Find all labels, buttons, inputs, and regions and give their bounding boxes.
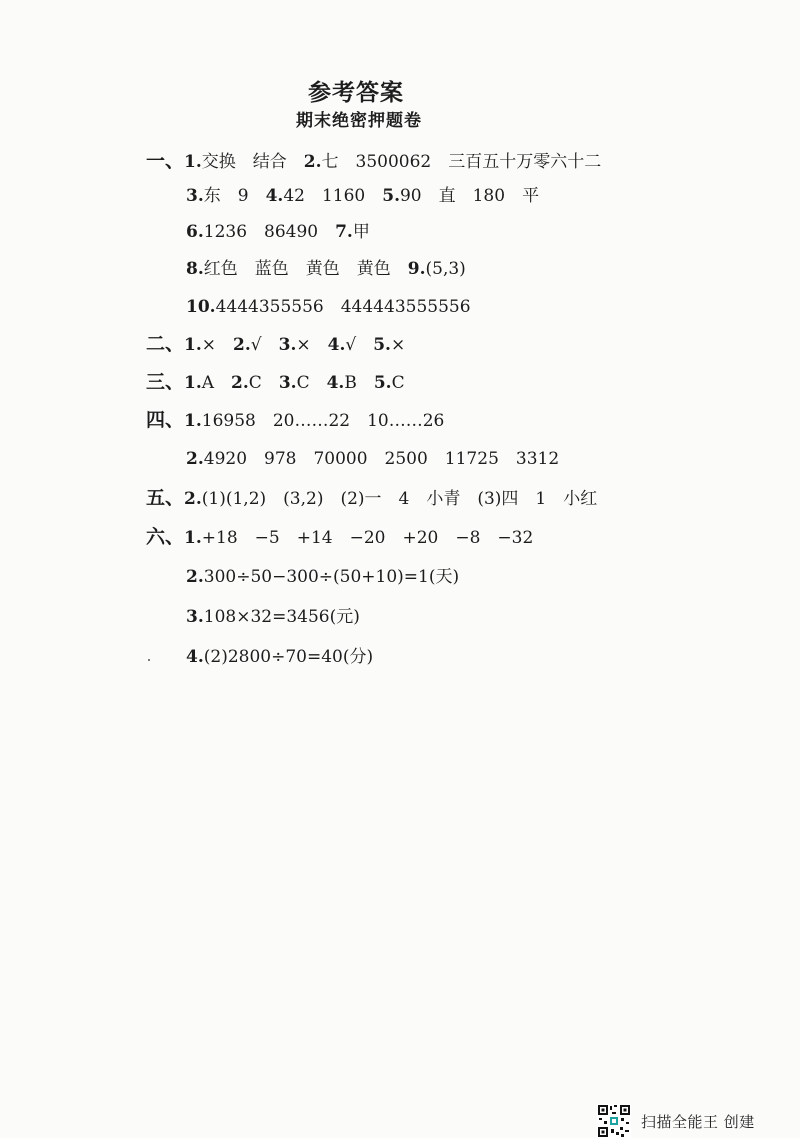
answer-line — [146, 523, 533, 551]
question-number: 3. — [278, 335, 297, 355]
question-number: 4. — [326, 373, 345, 393]
section-label: 一、 — [146, 150, 185, 172]
answer-text: 90 直 180 平 — [399, 186, 540, 206]
answer-line — [186, 182, 539, 210]
answer-text: 4444355556 444443555556 — [215, 297, 471, 317]
section-label: 二、 — [146, 333, 185, 355]
answer-text: C — [296, 373, 327, 393]
answer-text: 东 9 — [203, 186, 266, 206]
question-number: 5. — [382, 186, 400, 206]
answer-line — [186, 293, 471, 321]
question-number: 3. — [186, 186, 204, 206]
answer-text: √ — [250, 335, 279, 355]
page-title: 参考答案 — [308, 79, 404, 106]
answer-text: 4920 978 70000 2500 11725 3312 — [203, 449, 560, 469]
answer-text: 1236 86490 — [203, 222, 336, 242]
answer-text: B — [344, 373, 374, 393]
question-number: 1. — [184, 373, 202, 393]
answer-text: 42 1160 — [283, 186, 383, 206]
question-number: 4. — [186, 647, 204, 667]
answer-text: × — [390, 335, 406, 355]
answer-text: 108×32=3456(元) — [203, 607, 360, 627]
answer-text: 甲 — [352, 222, 370, 242]
question-number: 2. — [186, 567, 204, 587]
question-number: 3. — [186, 607, 204, 627]
answer-text: +18 −5 +14 −20 +20 −8 −32 — [201, 528, 534, 548]
answer-text: 交换 结合 — [201, 152, 304, 172]
section-label: 三、 — [146, 371, 185, 393]
answer-text: 300÷50−300÷(50+10)=1(天) — [203, 567, 460, 587]
answer-text: × — [296, 335, 328, 355]
answer-text: (5,3) — [425, 259, 466, 279]
answer-line — [146, 147, 601, 175]
answer-line — [146, 484, 597, 512]
question-number: 1. — [184, 528, 202, 548]
answer-text: × — [201, 335, 234, 355]
answer-line — [186, 643, 373, 671]
answer-line — [146, 368, 405, 396]
answer-text: 七 3500062 三百五十万零六十二 — [321, 152, 602, 172]
section-label: 四、 — [146, 409, 185, 431]
section-label: 五、 — [146, 487, 185, 509]
answer-line — [146, 406, 444, 434]
question-number: 2. — [231, 373, 249, 393]
question-number: 6. — [186, 222, 204, 242]
question-number: 4. — [265, 186, 284, 206]
answer-line — [186, 218, 370, 246]
question-number: 9. — [407, 259, 426, 279]
question-number: 2. — [186, 449, 204, 469]
answer-text: (1)(1,2) (3,2) (2)一 4 小青 (3)四 1 小红 — [201, 489, 598, 509]
question-number: 2. — [303, 152, 322, 172]
watermark-text: 扫描全能王 创建 — [641, 1112, 755, 1131]
question-number: 5. — [373, 373, 392, 393]
question-number: 7. — [335, 222, 353, 242]
question-number: 1. — [184, 411, 202, 431]
question-number: 2. — [233, 335, 251, 355]
question-number: 1. — [184, 335, 202, 355]
answer-text: 红色 蓝色 黄色 黄色 — [203, 259, 408, 279]
answer-line — [186, 603, 360, 631]
question-number: 2. — [184, 489, 202, 509]
section-label: 六、 — [146, 526, 185, 548]
answer-text: C — [391, 373, 405, 393]
question-number: 5. — [373, 335, 391, 355]
answer-text: √ — [345, 335, 374, 355]
qr-code-icon — [597, 1104, 631, 1138]
answer-text: (2)2800÷70=40(分) — [203, 647, 374, 667]
answer-line — [186, 563, 459, 591]
page-subtitle: 期末绝密押题卷 — [296, 111, 422, 131]
answer-line — [146, 330, 405, 358]
question-number: 1. — [184, 152, 202, 172]
question-number: 3. — [278, 373, 297, 393]
answer-line — [186, 445, 559, 473]
answer-text: 16958 20……22 10……26 — [201, 411, 445, 431]
question-number: 10. — [186, 297, 216, 317]
scan-speck — [148, 659, 150, 661]
question-number: 4. — [327, 335, 346, 355]
question-number: 8. — [186, 259, 204, 279]
answer-line — [186, 255, 466, 283]
answer-text: C — [248, 373, 279, 393]
scanner-watermark — [597, 1104, 755, 1138]
answer-text: A — [201, 373, 232, 393]
